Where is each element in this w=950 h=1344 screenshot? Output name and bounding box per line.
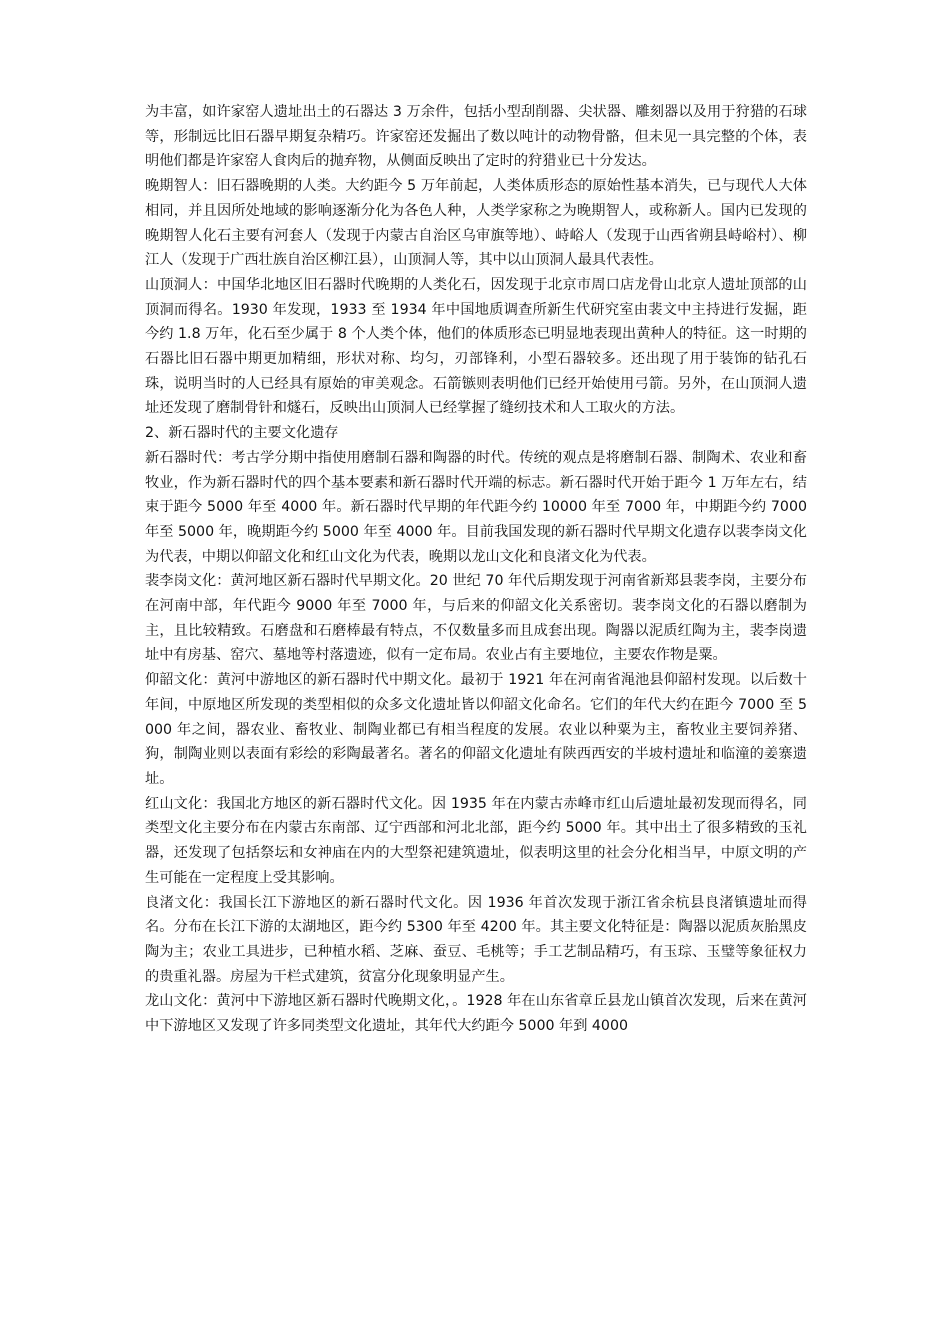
paragraph-liangzhu-culture: 良渚文化：我国长江下游地区的新石器时代文化。因 1936 年首次发现于浙江省余杭县良渚镇遗址而得名。分布在长江下游的太湖地区，距今约 5300 年至 4200 年。其主要文化特征是：陶器以泥质灰胎黑皮陶为主；农业工具进步，已种植水稻、芝麻、蚕豆、毛桃等；手工艺制品精巧，有玉琮、玉璧等象征权力的贵重礼器。房屋为干栏式建筑，贫富分化现象明显产生。 xyxy=(145,894,807,985)
paragraph-hongshan-culture: 红山文化：我国北方地区的新石器时代文化。因 1935 年在内蒙古赤峰市红山后遗址最初发现而得名，同类型文化主要分布在内蒙古东南部、辽宁西部和河北北部，距今约 5000 年。其中出土了很多精致的玉礼器，还发现了包括祭坛和女神庙在内的大型祭祀建筑遗址，似表明这里的社会分化相当早，中原文明的产生可能在一定程度上受其影响。 xyxy=(145,795,807,886)
paragraph-longshan-culture: 龙山文化：黄河中下游地区新石器时代晚期文化，。1928 年在山东省章丘县龙山镇首次发现，后来在黄河中下游地区又发现了许多同类型文化遗址，其年代大约距今 5000 年到 4000 xyxy=(145,993,807,1035)
paragraph-peiligang-culture: 裴李岗文化：黄河地区新石器时代早期文化。20 世纪 70 年代后期发现于河南省新郑县裴李岗，主要分布在河南中部，年代距今 9000 年至 7000 年，与后来的仰韶文化关系密切。裴李岗文化的石器以磨制为主，且比较精致。石磨盘和石磨棒最有特点，不仅数量多而且成套出现。陶器以泥质红陶为主，裴李岗遗址中有房基、窑穴、墓地等村落遗迹，似有一定布局。农业占有主要地位，主要农作物是粟。 xyxy=(145,573,807,664)
document-page xyxy=(145,100,807,1039)
paragraph-upper-cave-man: 山顶洞人：中国华北地区旧石器时代晚期的人类化石，因发现于北京市周口店龙骨山北京人遗址顶部的山顶洞而得名。1930 年发现，1933 至 1934 年中国地质调查所新生代研究室由裴文中主持进行发掘，距今约 1.8 万年，化石至少属于 8 个人类个体，他们的体质形态已明显地表现出黄种人的特征。这一时期的石器比旧石器中期更加精细，形状对称、均匀，刃部锋利，小型石器较多。还出现了用于装饰的钻孔石珠，说明当时的人已经具有原始的审美观念。石箭镞则表明他们已经开始使用弓箭。另外，在山顶洞人遗址还发现了磨制骨针和燧石，反映出山顶洞人已经掌握了缝纫技术和人工取火的方法。 xyxy=(145,276,807,417)
paragraph-xujiayao: 为丰富，如许家窑人遗址出土的石器达 3 万余件，包括小型刮削器、尖状器、雕刻器以及用于狩猎的石球等，形制远比旧石器早期复杂精巧。许家窑还发掘出了数以吨计的动物骨骼，但未见一具完整的个体，表明他们都是许家窑人食肉后的抛弃物，从侧面反映出了定时的狩猎业已十分发达。 xyxy=(145,104,807,170)
section-heading-neolithic-cultures: 2、新石器时代的主要文化遗存 xyxy=(145,425,339,442)
paragraph-late-homo-sapiens: 晚期智人：旧石器晚期的人类。大约距今 5 万年前起，人类体质形态的原始性基本消失，已与现代人大体相同，并且因所处地域的影响逐渐分化为各色人种，人类学家称之为晚期智人，或称新人。国内已发现的晚期智人化石主要有河套人（发现于内蒙古自治区乌审旗等地）、峙峪人（发现于山西省朔县峙峪村）、柳江人（发现于广西壮族自治区柳江县），山顶洞人等，其中以山顶洞人最具代表性。 xyxy=(145,178,807,269)
paragraph-yangshao-culture: 仰韶文化：黄河中游地区的新石器时代中期文化。最初于 1921 年在河南省渑池县仰韶村发现。以后数十年间，中原地区所发现的类型相似的众多文化遗址皆以仰韶文化命名。它们的年代大约在距今 7000 至 5000 年之间，器农业、畜牧业、制陶业都已有相当程度的发展。农业以种粟为主，畜牧业主要饲养猪、狗，制陶业则以表面有彩绘的彩陶最著名。著名的仰韶文化遗址有陕西西安的半坡村遗址和临潼的姜寨遗址。 xyxy=(145,672,807,787)
paragraph-neolithic-age: 新石器时代：考古学分期中指使用磨制石器和陶器的时代。传统的观点是将磨制石器、制陶术、农业和畜牧业，作为新石器时代的四个基本要素和新石器时代开端的标志。新石器时代开始于距今 1 万年左右，结束于距今 5000 年至 4000 年。新石器时代早期的年代距今约 10000 年至 7000 年，中期距今约 7000 年至 5000 年，晚期距今约 5000 年至 4000 年。目前我国发现的新石器时代早期文化遗存以裴李岗文化为代表，中期以仰韶文化和红山文化为代表，晚期以龙山文化和良渚文化为代表。 xyxy=(145,449,807,565)
